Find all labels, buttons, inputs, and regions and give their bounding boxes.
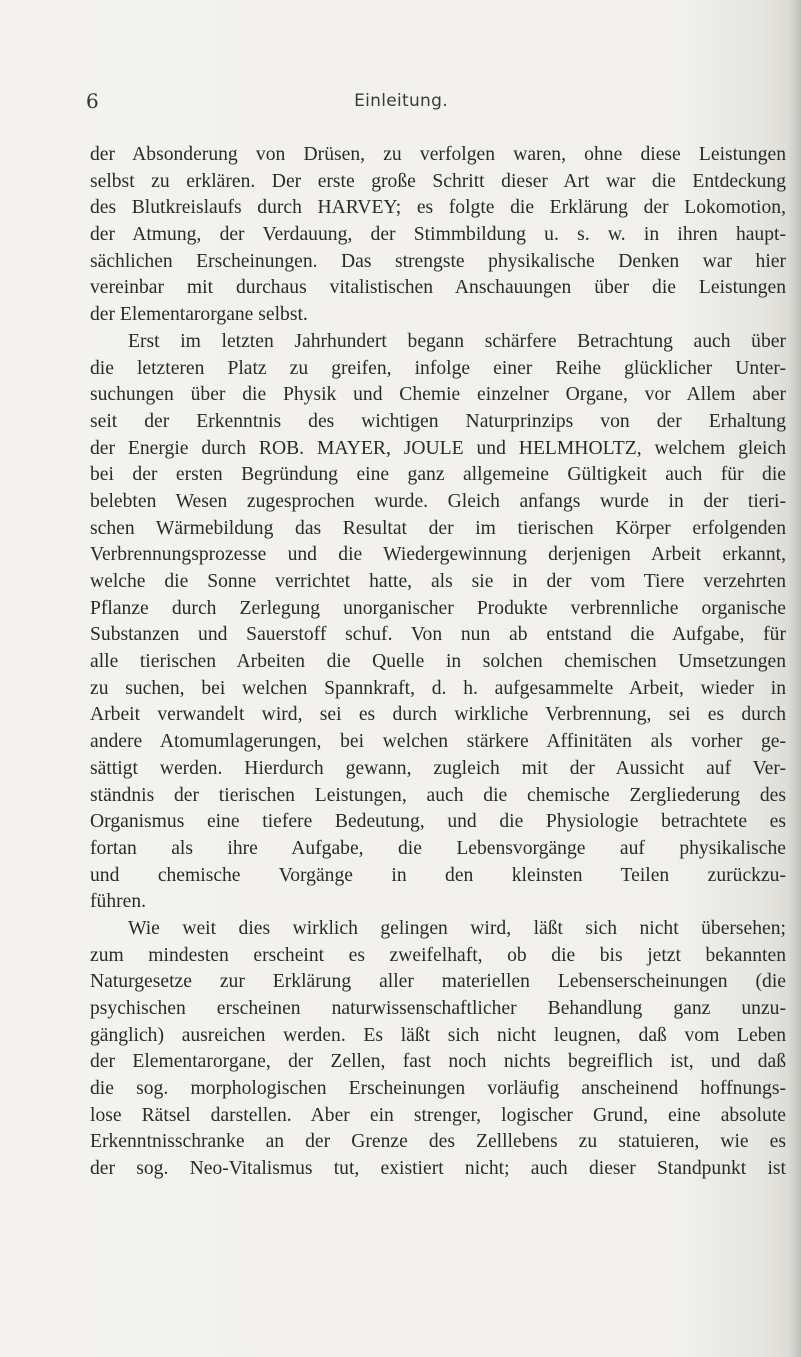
paragraph-2 xyxy=(90,329,786,916)
text-line: belebten Wesen zugesprochen wurde. Gleich anfangs wurde in der tieri- xyxy=(90,490,786,512)
text-line: der Elementarorgane, der Zellen, fast noch nichts begreiflich ist, und daß xyxy=(90,1051,786,1073)
paragraph-3 xyxy=(90,916,786,1183)
page-header xyxy=(86,88,716,114)
text-line: sächlichen Erscheinungen. Das strengste physikalische Denken war hier xyxy=(90,250,786,272)
text-line: der Elementarorgane selbst. xyxy=(90,304,308,326)
text-line: der Atmung, der Verdauung, der Stimmbildung u. s. w. in ihren haupt- xyxy=(90,224,786,246)
text-line: bei der ersten Begründung eine ganz allgemeine Gültigkeit auch für die xyxy=(90,464,786,486)
text-line: gänglich) ausreichen werden. Es läßt sich nicht leugnen, daß vom Leben xyxy=(90,1024,786,1046)
text-line: ständnis der tierischen Leistungen, auch die chemische Zergliederung des xyxy=(90,784,786,806)
text-line: die letzteren Platz zu greifen, infolge einer Reihe glücklicher Unter- xyxy=(90,357,786,379)
text-line: seit der Erkenntnis des wichtigen Naturprinzips von der Erhaltung xyxy=(90,410,786,432)
running-title: Einleitung. xyxy=(354,91,448,111)
text-line: psychischen erscheinen naturwissenschaftlicher Behandlung ganz unzu- xyxy=(90,998,786,1019)
text-line: Substanzen und Sauerstoff schuf. Von nun ab entstand die Aufgabe, für xyxy=(90,624,786,646)
text-line: schen Wärmebildung das Resultat der im tierischen Körper erfolgenden xyxy=(90,517,786,539)
body-text xyxy=(90,142,786,1183)
text-line: zum mindesten erscheint es zweifelhaft, ob die bis jetzt bekannten xyxy=(90,944,786,966)
text-line: des Blutkreislaufs durch HARVEY; es folgte die Erklärung der Lokomotion, xyxy=(90,197,786,219)
text-line: und chemische Vorgänge in den kleinsten Teilen zurückzu- xyxy=(90,864,786,886)
text-line: fortan als ihre Aufgabe, die Lebensvorgänge auf physikalische xyxy=(90,837,786,859)
text-line: selbst zu erklären. Der erste große Schritt dieser Art war die Entdeckung xyxy=(90,170,786,192)
page-edge-shadow xyxy=(787,0,801,1357)
text-line: Arbeit verwandelt wird, sei es durch wirkliche Verbrennung, sei es durch xyxy=(90,704,786,726)
text-line: Erst im letzten Jahrhundert begann schärfere Betrachtung auch über xyxy=(128,330,786,352)
text-line: die sog. morphologischen Erscheinungen vorläufig anscheinend hoffnungs- xyxy=(90,1078,786,1100)
text-line: sättigt werden. Hierdurch gewann, zugleich mit der Aussicht auf Ver- xyxy=(90,757,786,779)
text-line: Pflanze durch Zerlegung unorganischer Produkte verbrennliche organische xyxy=(90,597,786,619)
page-number: 6 xyxy=(86,89,99,113)
text-line: vereinbar mit durchaus vitalistischen Anschauungen über die Leistungen xyxy=(90,277,786,299)
text-line: zu suchen, bei welchen Spannkraft, d. h. aufgesammelte Arbeit, wieder in xyxy=(90,677,786,699)
text-line: der Absonderung von Drüsen, zu verfolgen waren, ohne diese Leistungen xyxy=(90,144,786,165)
text-line: Wie weit dies wirklich gelingen wird, läßt sich nicht übersehen; xyxy=(128,917,786,939)
text-line: welche die Sonne verrichtet hatte, als sie in der vom Tiere verzehrten xyxy=(90,571,786,592)
text-line: Naturgesetze zur Erklärung aller materiellen Lebenserscheinungen (die xyxy=(90,971,786,993)
paragraph-1 xyxy=(90,142,786,329)
text-line: führen. xyxy=(90,891,147,913)
text-line: lose Rätsel darstellen. Aber ein strenger, logischer Grund, eine absolute xyxy=(90,1104,786,1126)
text-line: der Energie durch ROB. MAYER, JOULE und HELMHOLTZ, welchem gleich xyxy=(90,437,786,459)
text-line: suchungen über die Physik und Chemie einzelner Organe, vor Allem aber xyxy=(90,384,786,406)
text-line: der sog. Neo-Vitalismus tut, existiert nicht; auch dieser Standpunkt ist xyxy=(90,1158,786,1180)
text-line: andere Atomumlagerungen, bei welchen stärkere Affinitäten als vorher ge- xyxy=(90,731,786,753)
text-line: Verbrennungsprozesse und die Wiedergewinnung derjenigen Arbeit erkannt, xyxy=(90,544,786,566)
text-line: alle tierischen Arbeiten die Quelle in solchen chemischen Umsetzungen xyxy=(90,651,786,673)
text-line: Organismus eine tiefere Bedeutung, und die Physiologie betrachtete es xyxy=(90,811,786,833)
text-line: Erkenntnisschranke an der Grenze des Zelllebens zu statuieren, wie es xyxy=(90,1131,786,1153)
